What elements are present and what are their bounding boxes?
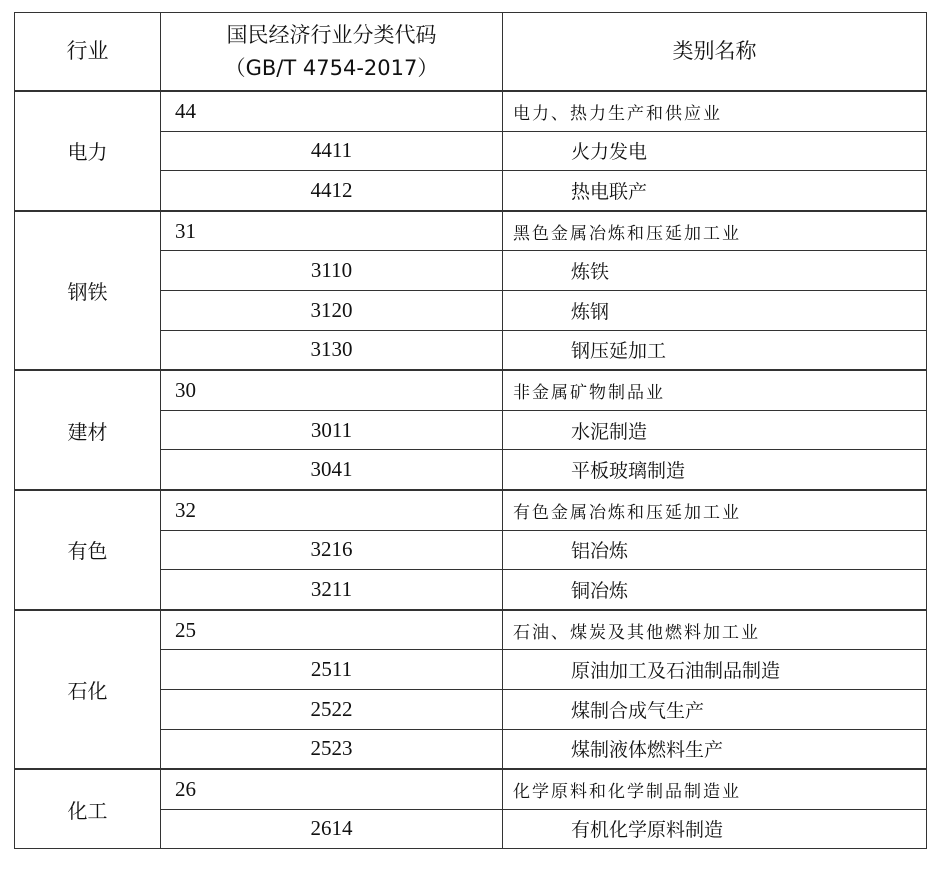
header-code-title: 国民经济行业分类代码 bbox=[226, 22, 437, 47]
main-code-cell: 44 bbox=[161, 91, 503, 131]
industry-cell: 建材 bbox=[15, 370, 161, 490]
header-code-standard: （GB/T 4754-2017） bbox=[224, 55, 439, 80]
sub-code-cell: 3041 bbox=[161, 450, 503, 490]
table-row bbox=[15, 370, 927, 410]
main-code-cell: 32 bbox=[161, 490, 503, 530]
industry-code-table-container bbox=[14, 12, 926, 849]
sub-name-cell: 炼铁 bbox=[503, 251, 927, 291]
main-name-cell: 化学原料和化学制品制造业 bbox=[503, 769, 927, 809]
main-name-cell: 黑色金属冶炼和压延加工业 bbox=[503, 211, 927, 251]
industry-cell: 化工 bbox=[15, 769, 161, 849]
sub-code-cell: 2522 bbox=[161, 689, 503, 729]
main-name-cell: 非金属矿物制品业 bbox=[503, 370, 927, 410]
header-code bbox=[161, 13, 503, 92]
sub-name-cell: 煤制液体燃料生产 bbox=[503, 729, 927, 769]
main-code-cell: 25 bbox=[161, 610, 503, 650]
industry-cell: 电力 bbox=[15, 91, 161, 211]
sub-code-cell: 3011 bbox=[161, 410, 503, 450]
table-header bbox=[15, 13, 927, 92]
main-code-cell: 31 bbox=[161, 211, 503, 251]
main-name-cell: 有色金属冶炼和压延加工业 bbox=[503, 490, 927, 530]
sub-code-cell: 4412 bbox=[161, 171, 503, 211]
sub-name-cell: 热电联产 bbox=[503, 171, 927, 211]
table-row bbox=[15, 490, 927, 530]
header-category-name: 类别名称 bbox=[503, 13, 927, 92]
main-name-cell: 石油、煤炭及其他燃料加工业 bbox=[503, 610, 927, 650]
industry-cell: 石化 bbox=[15, 610, 161, 769]
sub-name-cell: 有机化学原料制造 bbox=[503, 809, 927, 849]
sub-name-cell: 铝冶炼 bbox=[503, 530, 927, 570]
main-name-cell: 电力、热力生产和供应业 bbox=[503, 91, 927, 131]
sub-name-cell: 火力发电 bbox=[503, 131, 927, 171]
sub-code-cell: 2523 bbox=[161, 729, 503, 769]
sub-code-cell: 2614 bbox=[161, 809, 503, 849]
sub-name-cell: 煤制合成气生产 bbox=[503, 689, 927, 729]
sub-code-cell: 2511 bbox=[161, 650, 503, 690]
header-industry: 行业 bbox=[15, 13, 161, 92]
table-row bbox=[15, 211, 927, 251]
sub-code-cell: 3216 bbox=[161, 530, 503, 570]
sub-name-cell: 平板玻璃制造 bbox=[503, 450, 927, 490]
main-code-cell: 26 bbox=[161, 769, 503, 809]
sub-code-cell: 3120 bbox=[161, 290, 503, 330]
industry-cell: 有色 bbox=[15, 490, 161, 610]
sub-code-cell: 4411 bbox=[161, 131, 503, 171]
main-code-cell: 30 bbox=[161, 370, 503, 410]
sub-name-cell: 钢压延加工 bbox=[503, 330, 927, 370]
table-body bbox=[15, 91, 927, 849]
table-row bbox=[15, 610, 927, 650]
table-row bbox=[15, 769, 927, 809]
sub-name-cell: 铜冶炼 bbox=[503, 570, 927, 610]
sub-code-cell: 3110 bbox=[161, 251, 503, 291]
sub-name-cell: 水泥制造 bbox=[503, 410, 927, 450]
sub-code-cell: 3211 bbox=[161, 570, 503, 610]
industry-cell: 钢铁 bbox=[15, 211, 161, 370]
sub-code-cell: 3130 bbox=[161, 330, 503, 370]
sub-name-cell: 原油加工及石油制品制造 bbox=[503, 650, 927, 690]
table-row bbox=[15, 91, 927, 131]
header-row bbox=[15, 13, 927, 92]
industry-code-table bbox=[14, 12, 927, 849]
sub-name-cell: 炼钢 bbox=[503, 290, 927, 330]
